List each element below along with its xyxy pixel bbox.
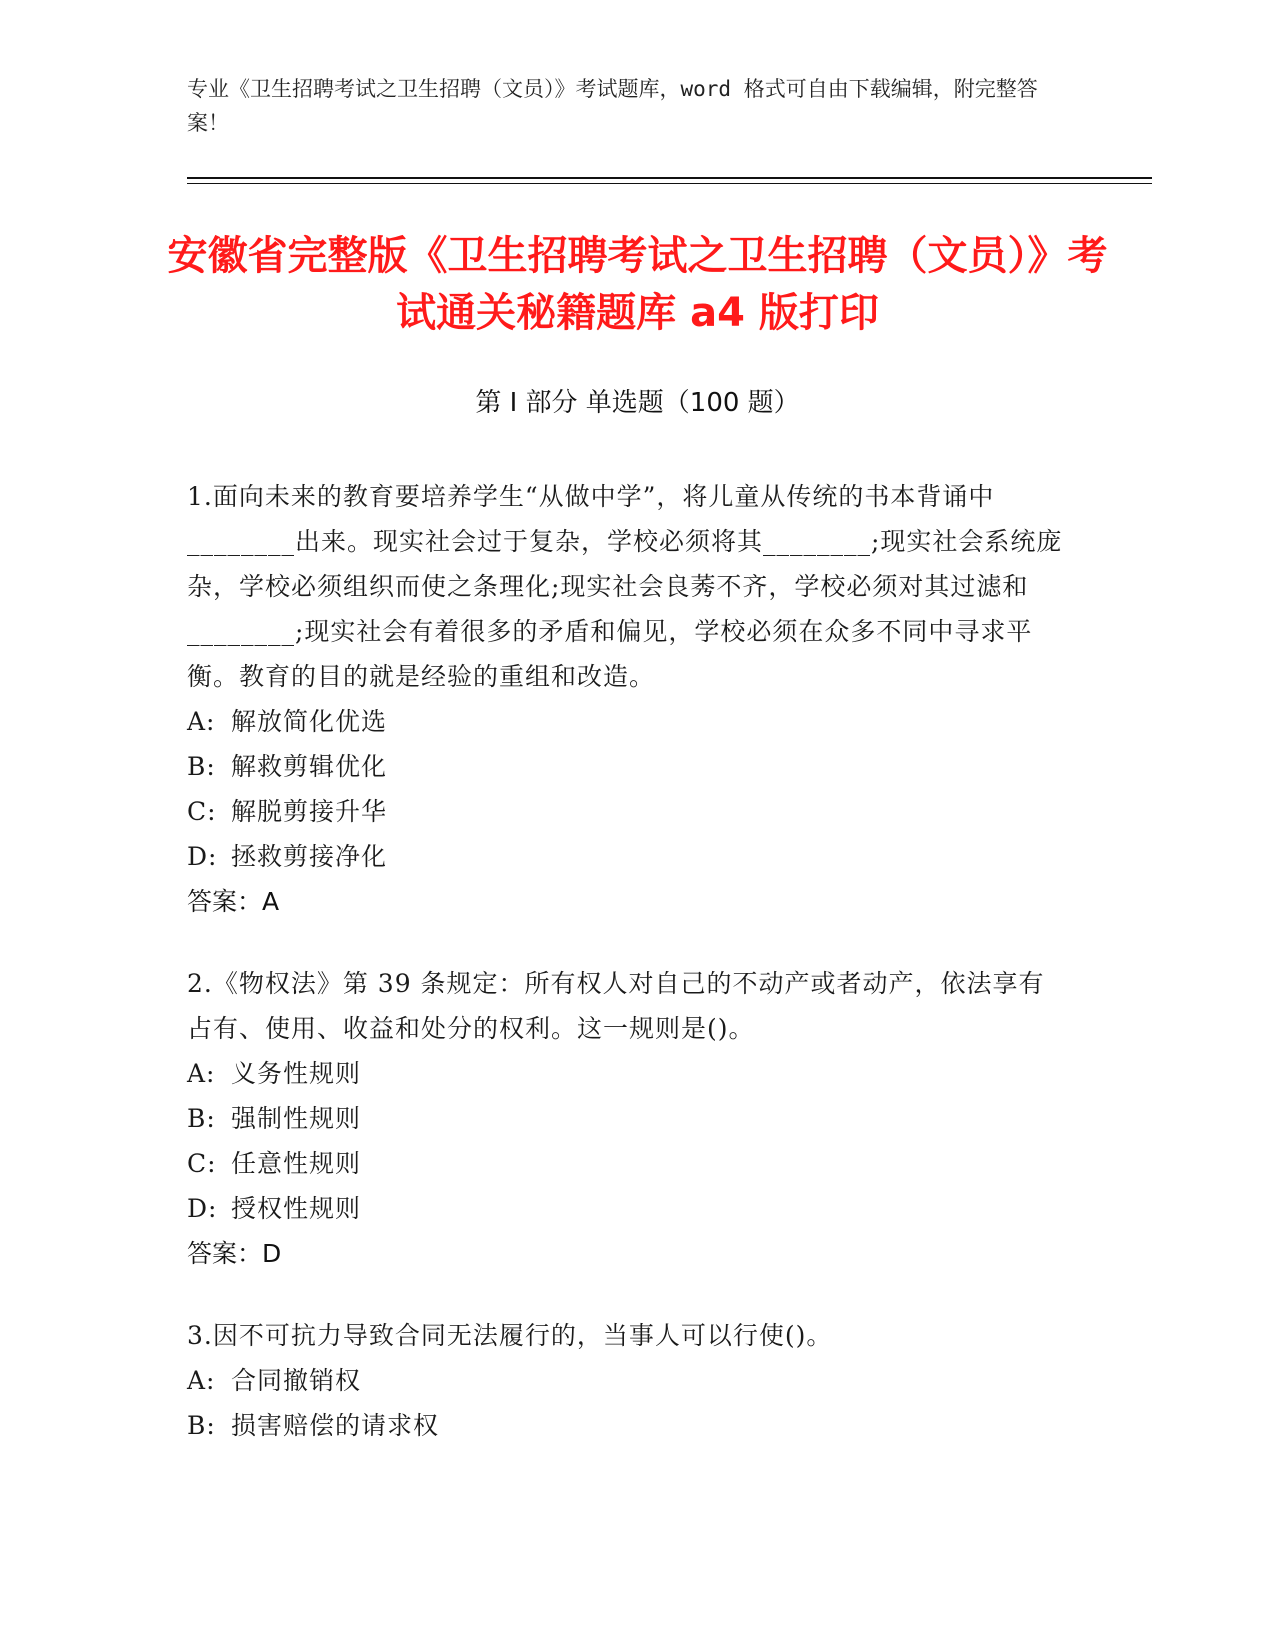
option-letter: A: <box>187 1366 216 1395</box>
question-text: 3.因不可抗力导致合同无法履行的，当事人可以行使()。 <box>187 1321 833 1350</box>
option-c <box>187 789 1067 834</box>
option-letter: B: <box>187 1411 216 1440</box>
question-list <box>187 474 1067 1485</box>
option-a <box>187 1358 1067 1403</box>
option-letter: D: <box>187 1194 218 1223</box>
header-rule-thick <box>187 177 1152 179</box>
header-rule-thin <box>187 183 1152 184</box>
question-1 <box>187 474 1067 924</box>
section-title: 第 I 部分 单选题（100 题） <box>475 388 800 418</box>
option-letter: D: <box>187 842 218 871</box>
option-text: 强制性规则 <box>231 1104 362 1133</box>
option-text: 任意性规则 <box>231 1149 362 1178</box>
option-b <box>187 1096 1067 1141</box>
header-note: 专业《卫生招聘考试之卫生招聘（文员）》考试题库，word 格式可自由下载编辑，附完整答案！ <box>187 77 1038 135</box>
question-text: 2.《物权法》第 39 条规定：所有权人对自己的不动产或者动产，依法享有占有、使用、收益和处分的权利。这一规则是()。 <box>187 969 1045 1043</box>
option-text: 解脱剪接升华 <box>231 797 388 826</box>
option-letter: A: <box>187 707 216 736</box>
option-text: 解放简化优选 <box>231 707 388 736</box>
option-letter: C: <box>187 797 217 826</box>
option-letter: B: <box>187 752 216 781</box>
option-letter: C: <box>187 1149 217 1178</box>
option-text: 拯救剪接净化 <box>231 842 388 871</box>
option-c <box>187 1141 1067 1186</box>
option-d <box>187 1186 1067 1231</box>
question-2 <box>187 961 1067 1276</box>
question-text: 1.面向未来的教育要培养学生“从做中学”，将儿童从传统的书本背诵中________出来。现实社会过于复杂，学校必须将其________;现实社会系统庞杂，学校必须组织而使之条理化;现实社会良莠不齐，学校必须对其过滤和________;现实社会有着很多的矛盾和偏见，学校必须在众多不同中寻求平衡。教育的目的就是经验的重组和改造。 <box>187 482 1063 691</box>
document-title: 安徽省完整版《卫生招聘考试之卫生招聘（文员）》考试通关秘籍题库 a4 版打印 <box>167 233 1108 336</box>
option-d <box>187 834 1067 879</box>
option-text: 合同撤销权 <box>231 1366 362 1395</box>
option-letter: A: <box>187 1059 216 1088</box>
option-text: 授权性规则 <box>231 1194 362 1223</box>
option-b <box>187 744 1067 789</box>
question-3 <box>187 1313 1067 1448</box>
option-b <box>187 1403 1067 1448</box>
option-text: 义务性规则 <box>231 1059 362 1088</box>
option-text: 损害赔偿的请求权 <box>231 1411 440 1440</box>
answer: 答案：A <box>187 887 280 916</box>
answer: 答案：D <box>187 1239 282 1268</box>
option-text: 解救剪辑优化 <box>231 752 388 781</box>
option-letter: B: <box>187 1104 216 1133</box>
option-a <box>187 1051 1067 1096</box>
option-a <box>187 699 1067 744</box>
